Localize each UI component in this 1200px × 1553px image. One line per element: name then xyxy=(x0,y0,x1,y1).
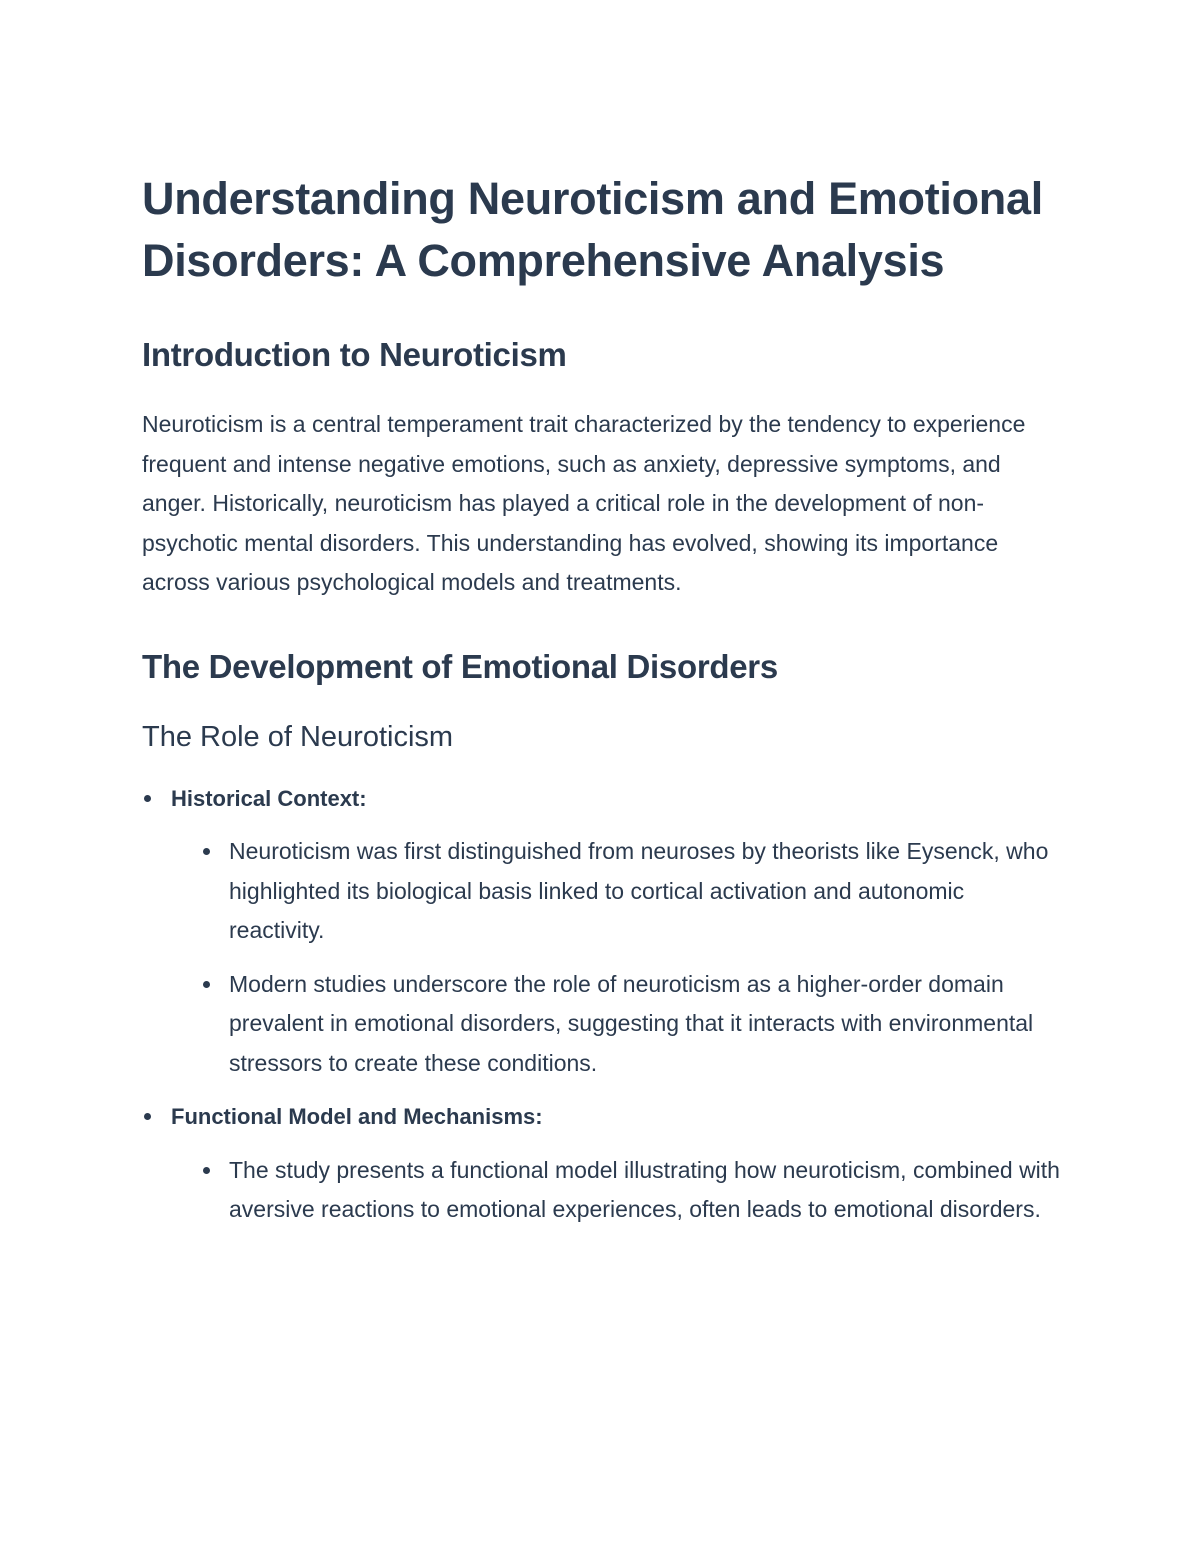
bullet-icon xyxy=(144,795,151,802)
list-item-label: Historical Context: xyxy=(171,785,367,811)
nested-list xyxy=(171,1151,1062,1230)
list-item-text: The study presents a functional model illustrating how neuroticism, combined with aversive reactions to emotional experiences, often leads to emotional disorders. xyxy=(229,1156,1060,1222)
nested-list xyxy=(171,832,1062,1083)
list-item xyxy=(171,832,1062,951)
bullet-list xyxy=(142,779,1062,1230)
document-page xyxy=(142,168,1062,1230)
section-heading-development: The Development of Emotional Disorders xyxy=(142,647,778,685)
bullet-icon xyxy=(144,1113,151,1120)
document-title: Understanding Neuroticism and Emotional Disorders: A Comprehensive Analysis xyxy=(142,173,1043,286)
introduction-paragraph: Neuroticism is a central temperament trait characterized by the tendency to experience frequent and intense negative emotions, such as anxiety, depressive symptoms, and anger. Historically, neuroticism has played a critical role in the development of non-psychotic mental disorders. This understanding has evolved, showing its importance across various psychological models and treatments. xyxy=(142,411,1026,595)
list-item-text: Modern studies underscore the role of neuroticism as a higher-order domain prevalent in emotional disorders, suggesting that it interacts with environmental stressors to create these conditions. xyxy=(229,970,1034,1076)
list-item-label: Functional Model and Mechanisms: xyxy=(171,1104,543,1129)
bullet-icon xyxy=(203,981,210,988)
list-item xyxy=(171,965,1062,1084)
list-item-functional-model xyxy=(142,1097,1062,1230)
list-item-historical-context xyxy=(142,779,1062,1084)
bullet-icon xyxy=(203,1167,210,1174)
section-heading-introduction: Introduction to Neuroticism xyxy=(142,336,567,373)
bullet-icon xyxy=(203,848,210,855)
list-item xyxy=(171,1151,1062,1230)
list-item-text: Neuroticism was first distinguished from neuroses by theorists like Eysenck, who highlighted its biological basis linked to cortical activation and autonomic reactivity. xyxy=(229,838,1049,943)
subsection-heading-role-of-neuroticism: The Role of Neuroticism xyxy=(142,720,454,753)
